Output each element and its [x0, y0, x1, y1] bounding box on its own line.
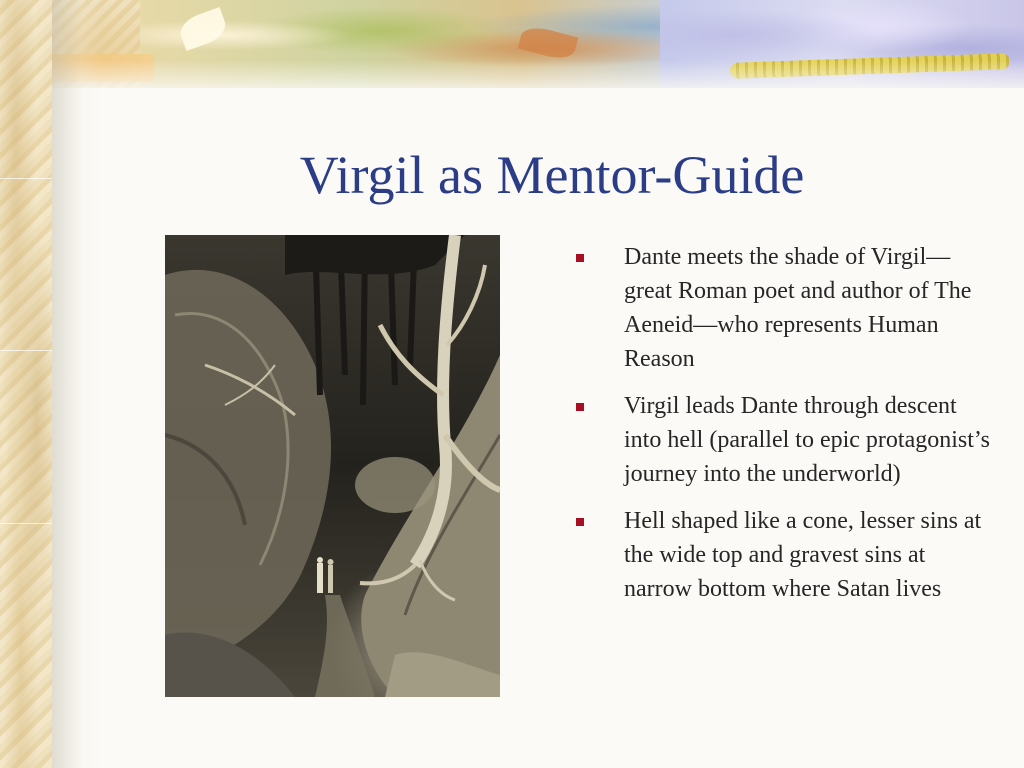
forest-engraving-image	[165, 235, 500, 697]
square-bullet-icon	[576, 518, 584, 526]
bullet-item	[572, 504, 992, 606]
slide-title: Virgil as Mentor-Guide	[299, 145, 805, 205]
square-bullet-icon	[576, 254, 584, 262]
bullet-text: Hell shaped like a cone, lesser sins at the wide top and gravest sins at narrow bottom where Satan lives	[624, 508, 982, 602]
banner-fade	[52, 60, 1024, 130]
left-shadow	[52, 0, 102, 768]
bullet-text: Dante meets the shade of Virgil—great Roman poet and author of The Aeneid—who represents Human Reason	[624, 244, 972, 372]
bullet-item	[572, 240, 992, 376]
square-bullet-icon	[576, 403, 584, 411]
strip-seam	[0, 350, 52, 351]
bullet-list	[572, 240, 992, 619]
bullet-item	[572, 389, 992, 491]
left-parchment-strip	[0, 0, 52, 768]
bullet-text: Virgil leads Dante through descent into hell (parallel to epic protagonist’s journey into the underworld)	[624, 393, 990, 487]
strip-seam	[0, 523, 52, 524]
strip-seam	[0, 178, 52, 179]
